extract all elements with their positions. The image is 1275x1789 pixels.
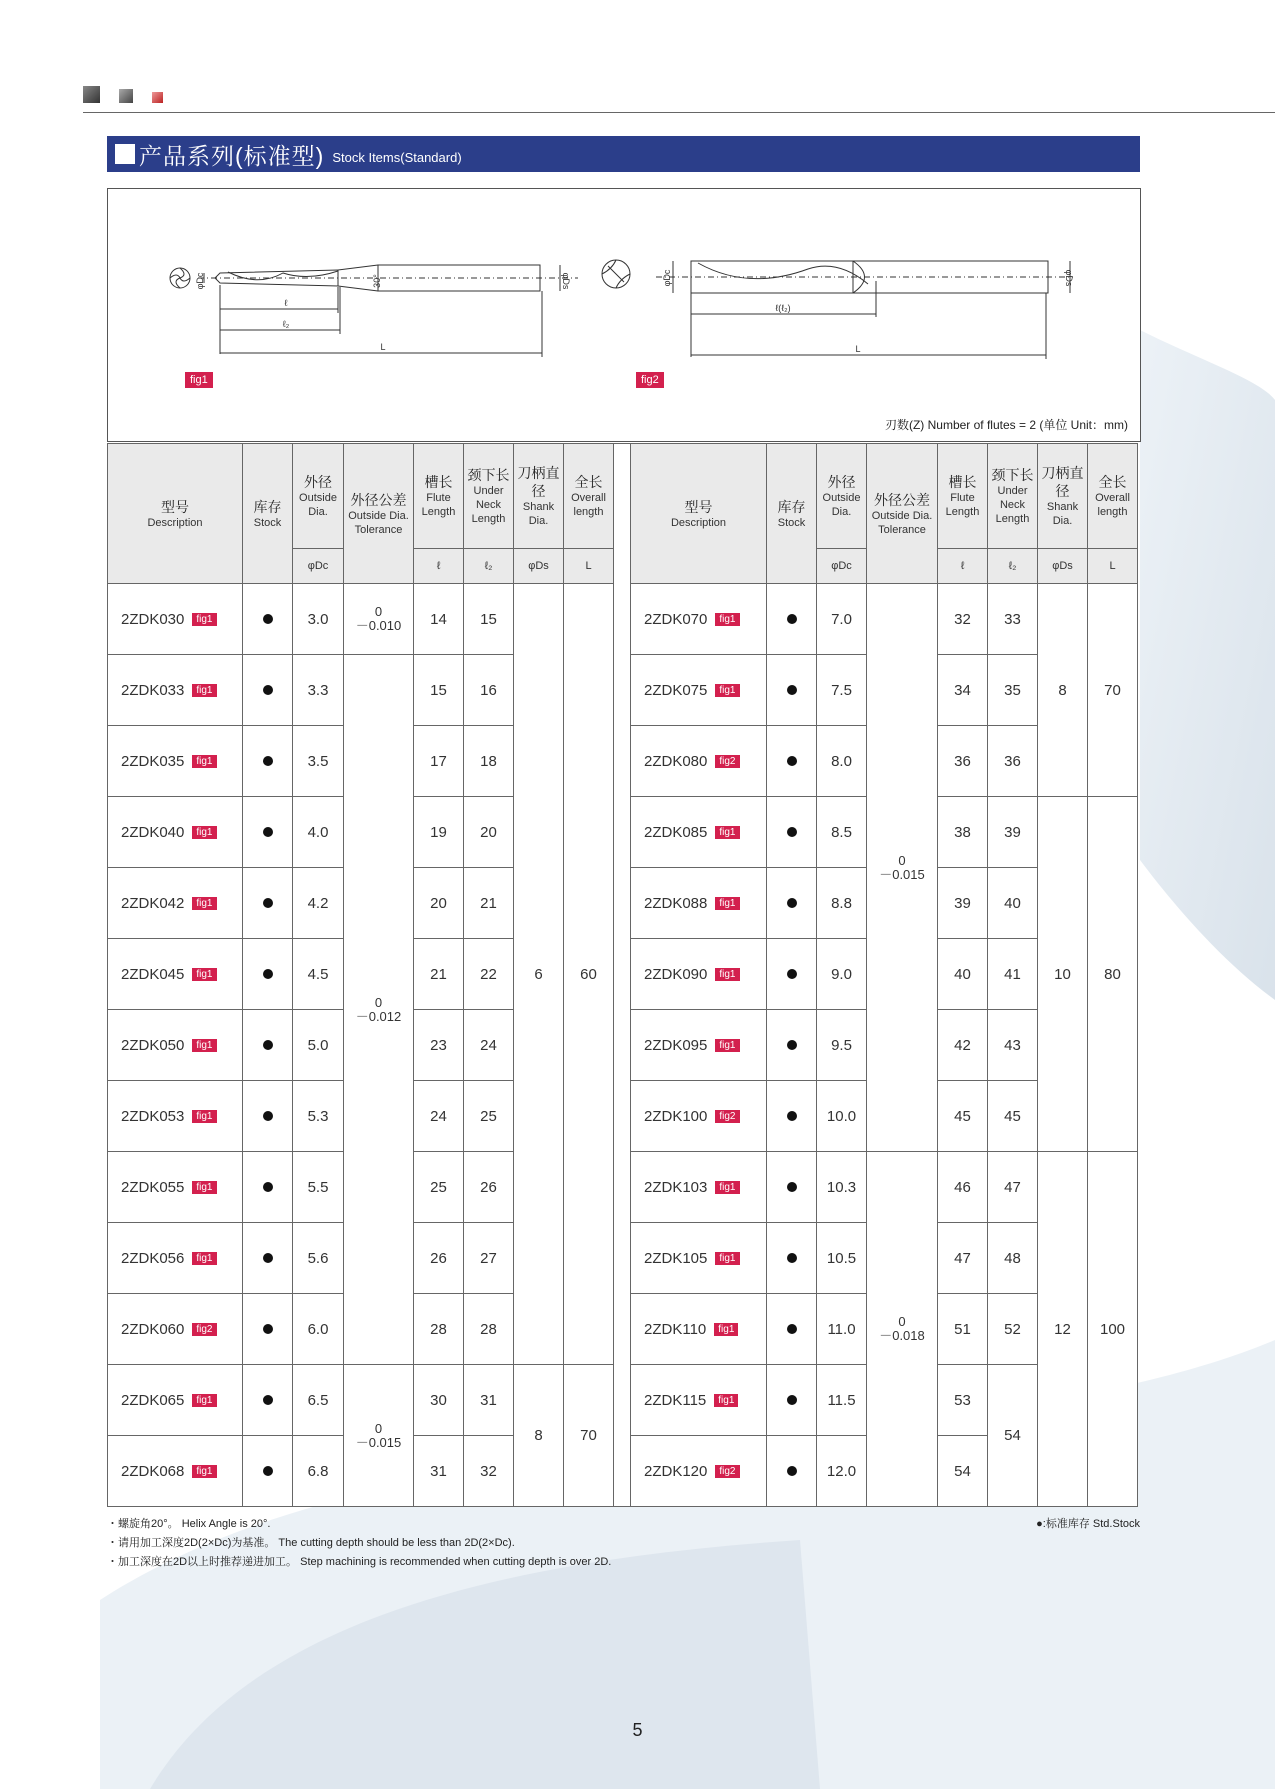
description-cell	[108, 1152, 243, 1223]
outside-dia-cell: 9.5	[817, 1010, 867, 1081]
model-number: 2ZDK088	[644, 894, 708, 912]
neck-length-cell: 15	[464, 584, 514, 655]
tolerance-upper: 0	[374, 994, 383, 1010]
flute-length-cell: 38	[938, 797, 988, 868]
stock-cell	[243, 1010, 293, 1081]
stock-dot-icon	[787, 1395, 797, 1405]
outside-dia-cell: 9.0	[817, 939, 867, 1010]
fig1-L-label: L	[380, 342, 386, 352]
col-shank-dia: 刀柄直径 Shank Dia.	[514, 444, 564, 549]
shank-dia-cell: 10	[1038, 797, 1088, 1152]
stock-cell	[767, 1010, 817, 1081]
fig-tag: fig1	[192, 1465, 216, 1478]
stock-cell	[767, 1294, 817, 1365]
stock-dot-icon	[787, 1111, 797, 1121]
col-shank-dia: 刀柄直径 Shank Dia.	[1038, 444, 1088, 549]
description-cell	[631, 1152, 767, 1223]
model-number: 2ZDK060	[121, 1320, 185, 1338]
fig1-end-view-icon	[170, 268, 190, 288]
description-cell	[631, 726, 767, 797]
symbol-neck: ℓ₂	[464, 549, 514, 584]
outside-dia-cell: 4.2	[293, 868, 344, 939]
model-number: 2ZDK110	[644, 1320, 707, 1338]
col-outside-dia: 外径 Outside Dia.	[293, 444, 344, 549]
col-tolerance: 外径公差 Outside Dia. Tolerance	[867, 444, 938, 584]
stock-cell	[243, 1294, 293, 1365]
footnote: ・螺旋角20°。 Helix Angle is 20°.	[107, 1518, 271, 1530]
model-number: 2ZDK030	[121, 610, 185, 628]
model-number: 2ZDK075	[644, 681, 708, 699]
model-number: 2ZDK090	[644, 965, 708, 983]
stock-dot-icon	[263, 969, 273, 979]
shank-dia-cell: 12	[1038, 1152, 1088, 1507]
neck-length-cell: 21	[464, 868, 514, 939]
description-cell	[108, 868, 243, 939]
stock-cell	[243, 1436, 293, 1507]
flute-length-cell: 19	[414, 797, 464, 868]
model-number: 2ZDK055	[121, 1178, 185, 1196]
tolerance-cell	[344, 1365, 414, 1507]
model-number: 2ZDK100	[644, 1107, 708, 1125]
shank-dia-cell: 6	[514, 584, 564, 1365]
fig2-L-label: L	[855, 344, 861, 354]
symbol-flute: ℓ	[938, 549, 988, 584]
description-cell	[631, 1010, 767, 1081]
outside-dia-cell: 10.0	[817, 1081, 867, 1152]
square-icon	[152, 92, 163, 103]
stock-dot-icon	[787, 898, 797, 908]
overall-length-cell: 100	[1088, 1152, 1138, 1507]
fig2-side-view	[656, 261, 1073, 359]
stock-cell	[767, 1436, 817, 1507]
model-number: 2ZDK042	[121, 894, 185, 912]
fig-tag: fig1	[715, 1039, 739, 1052]
fig-tag: fig2	[192, 1323, 216, 1336]
stock-dot-icon	[263, 1040, 273, 1050]
stock-dot-icon	[263, 898, 273, 908]
model-number: 2ZDK050	[121, 1036, 185, 1054]
model-number: 2ZDK045	[121, 965, 185, 983]
flute-length-cell: 28	[414, 1294, 464, 1365]
stock-items-table	[107, 443, 1138, 1507]
model-number: 2ZDK085	[644, 823, 708, 841]
outside-dia-cell: 5.5	[293, 1152, 344, 1223]
fig-tag: fig1	[192, 755, 216, 768]
neck-length-cell: 41	[988, 939, 1038, 1010]
flute-length-cell: 26	[414, 1223, 464, 1294]
banner-square-icon	[115, 144, 135, 164]
flute-length-cell: 45	[938, 1081, 988, 1152]
outside-dia-cell: 4.0	[293, 797, 344, 868]
stock-cell	[243, 655, 293, 726]
model-number: 2ZDK103	[644, 1178, 708, 1196]
fig1-l-label: ℓ	[284, 298, 288, 308]
symbol-od: φDc	[817, 549, 867, 584]
stock-dot-icon	[787, 1182, 797, 1192]
flute-length-cell: 54	[938, 1436, 988, 1507]
stock-dot-icon	[787, 1253, 797, 1263]
overall-length-cell: 80	[1088, 797, 1138, 1152]
stock-cell	[767, 939, 817, 1010]
model-number: 2ZDK035	[121, 752, 185, 770]
fig-tag: fig1	[715, 826, 739, 839]
flute-length-cell: 36	[938, 726, 988, 797]
col-overall-length: 全长 Overall length	[564, 444, 614, 549]
neck-length-cell: 28	[464, 1294, 514, 1365]
table-gap	[614, 444, 631, 1507]
stock-dot-icon	[787, 1040, 797, 1050]
stock-cell	[243, 1365, 293, 1436]
description-cell	[631, 1294, 767, 1365]
flute-length-cell: 32	[938, 584, 988, 655]
description-cell	[108, 797, 243, 868]
outside-dia-cell: 5.3	[293, 1081, 344, 1152]
model-number: 2ZDK120	[644, 1462, 708, 1480]
outside-dia-cell: 12.0	[817, 1436, 867, 1507]
outside-dia-cell: 6.0	[293, 1294, 344, 1365]
stock-dot-icon	[263, 685, 273, 695]
outside-dia-cell: 5.0	[293, 1010, 344, 1081]
symbol-od: φDc	[293, 549, 344, 584]
overall-length-cell: 70	[1088, 584, 1138, 797]
outside-dia-cell: 11.5	[817, 1365, 867, 1436]
stock-cell	[243, 726, 293, 797]
neck-length-cell: 47	[988, 1152, 1038, 1223]
footnote: ・加工深度在2D以上时推荐递进加工。 Step machining is recommended when cutting depth is over 2D.	[107, 1556, 612, 1568]
neck-length-cell: 20	[464, 797, 514, 868]
tolerance-cell	[867, 1152, 938, 1507]
tolerance-lower: －0.015	[879, 866, 925, 882]
description-cell	[631, 1365, 767, 1436]
tolerance-lower: －0.018	[879, 1328, 925, 1343]
neck-length-cell: 26	[464, 1152, 514, 1223]
footnotes	[107, 1515, 611, 1572]
col-tolerance: 外径公差 Outside Dia. Tolerance	[344, 444, 414, 584]
symbol-shank: φDs	[1038, 549, 1088, 584]
stock-dot-icon	[787, 1324, 797, 1334]
description-cell	[108, 939, 243, 1010]
fig-tag: fig2	[715, 1465, 739, 1478]
stock-dot-icon	[787, 969, 797, 979]
outside-dia-cell: 3.0	[293, 584, 344, 655]
fig-tag: fig1	[192, 1039, 216, 1052]
description-cell	[108, 1294, 243, 1365]
neck-length-cell: 22	[464, 939, 514, 1010]
flute-length-cell: 47	[938, 1223, 988, 1294]
outside-dia-cell: 7.0	[817, 584, 867, 655]
outside-dia-cell: 8.5	[817, 797, 867, 868]
flute-length-cell: 51	[938, 1294, 988, 1365]
outside-dia-cell: 8.8	[817, 868, 867, 939]
fig1-dc-label: φDc	[195, 272, 205, 290]
neck-length-cell: 25	[464, 1081, 514, 1152]
description-cell	[631, 1081, 767, 1152]
shank-dia-cell: 8	[1038, 584, 1088, 797]
stock-dot-icon	[787, 1466, 797, 1476]
stock-dot-icon	[787, 827, 797, 837]
outside-dia-cell: 10.3	[817, 1152, 867, 1223]
col-stock: 库存 Stock	[243, 444, 293, 584]
flute-length-cell: 20	[414, 868, 464, 939]
fig-tag: fig1	[715, 1252, 739, 1265]
fig2-l-label: ℓ(ℓ₂)	[775, 303, 791, 313]
description-cell	[108, 1010, 243, 1081]
model-number: 2ZDK053	[121, 1107, 185, 1125]
neck-length-cell: 48	[988, 1223, 1038, 1294]
stock-cell	[767, 868, 817, 939]
neck-length-cell: 36	[988, 726, 1038, 797]
tolerance-upper: 0	[374, 604, 383, 619]
stock-dot-icon	[787, 685, 797, 695]
tolerance-upper: 0	[898, 852, 906, 868]
flute-length-cell: 17	[414, 726, 464, 797]
stock-dot-icon	[263, 1324, 273, 1334]
square-icon	[83, 86, 100, 103]
stock-cell	[243, 868, 293, 939]
fig-tag: fig1	[192, 613, 216, 626]
header-rule	[83, 112, 1275, 113]
fig-tag: fig1	[192, 826, 216, 839]
flute-length-cell: 23	[414, 1010, 464, 1081]
section-banner	[107, 136, 1140, 172]
stock-dot-icon	[263, 1395, 273, 1405]
symbol-overall: L	[1088, 549, 1138, 584]
fig-tag: fig1	[715, 968, 739, 981]
flute-length-cell: 42	[938, 1010, 988, 1081]
description-cell	[108, 584, 243, 655]
description-cell	[631, 584, 767, 655]
fig-tag: fig1	[715, 684, 739, 697]
square-icon	[119, 89, 133, 103]
flute-length-cell: 24	[414, 1081, 464, 1152]
stock-cell	[767, 1223, 817, 1294]
tool-diagram	[107, 188, 1141, 442]
stock-cell	[767, 1152, 817, 1223]
model-number: 2ZDK095	[644, 1036, 708, 1054]
col-description: 型号 Description	[108, 444, 243, 584]
neck-length-cell: 52	[988, 1294, 1038, 1365]
outside-dia-cell: 5.6	[293, 1223, 344, 1294]
flute-length-cell: 21	[414, 939, 464, 1010]
neck-length-cell: 31	[464, 1365, 514, 1436]
fig-tag: fig1	[192, 684, 216, 697]
outside-dia-cell: 6.8	[293, 1436, 344, 1507]
tolerance-lower: －0.012	[355, 1008, 402, 1024]
flute-length-cell: 53	[938, 1365, 988, 1436]
symbol-overall: L	[564, 549, 614, 584]
stock-cell	[767, 1365, 817, 1436]
fig-tag: fig1	[192, 968, 216, 981]
neck-length-cell: 40	[988, 868, 1038, 939]
description-cell	[108, 1223, 243, 1294]
neck-length-cell: 33	[988, 584, 1038, 655]
model-number: 2ZDK068	[121, 1462, 185, 1480]
tolerance-cell	[344, 655, 414, 1365]
col-neck-length: 颈下长 Under Neck Length	[988, 444, 1038, 549]
header-row	[108, 444, 1138, 549]
stock-dot-icon	[263, 1466, 273, 1476]
description-cell	[631, 939, 767, 1010]
symbol-flute: ℓ	[414, 549, 464, 584]
description-cell	[108, 1436, 243, 1507]
outside-dia-cell: 7.5	[817, 655, 867, 726]
stock-dot-icon	[787, 756, 797, 766]
model-number: 2ZDK070	[644, 610, 708, 628]
outside-dia-cell: 3.3	[293, 655, 344, 726]
flute-length-cell: 30	[414, 1365, 464, 1436]
outside-dia-cell: 4.5	[293, 939, 344, 1010]
stock-cell	[767, 655, 817, 726]
stock-dot-icon	[263, 1111, 273, 1121]
stock-legend: ●:标准库存 Std.Stock	[1036, 1518, 1140, 1530]
fig-tag: fig1	[714, 1323, 738, 1336]
stock-dot-icon	[263, 1253, 273, 1263]
fig-tag: fig1	[192, 1252, 216, 1265]
fig-tag: fig2	[715, 755, 739, 768]
col-outside-dia: 外径 Outside Dia.	[817, 444, 867, 549]
model-number: 2ZDK105	[644, 1249, 708, 1267]
outside-dia-cell: 6.5	[293, 1365, 344, 1436]
fig-tag: fig2	[715, 1110, 739, 1123]
fig2-end-view-icon	[602, 260, 630, 288]
fig-tag: fig1	[715, 897, 739, 910]
flute-length-cell: 15	[414, 655, 464, 726]
overall-length-cell: 70	[564, 1365, 614, 1507]
stock-dot-icon	[263, 756, 273, 766]
fig1-angle-label: 30°	[372, 274, 382, 288]
stock-dot-icon	[787, 614, 797, 624]
description-cell	[108, 726, 243, 797]
neck-length-cell: 45	[988, 1081, 1038, 1152]
col-stock: 库存 Stock	[767, 444, 817, 584]
neck-length-cell: 32	[464, 1436, 514, 1507]
fig1-l2-label: ℓ₂	[282, 319, 290, 329]
description-cell	[631, 797, 767, 868]
tolerance-lower: －0.010	[355, 618, 402, 633]
fig-tag: fig1	[715, 613, 739, 626]
stock-cell	[243, 1223, 293, 1294]
tolerance-cell	[344, 584, 414, 655]
flutes-note: 刃数(Z) Number of flutes = 2 (单位 Unit：mm)	[884, 418, 1128, 432]
description-cell	[108, 1081, 243, 1152]
neck-length-cell: 43	[988, 1010, 1038, 1081]
fig1-side-view	[198, 265, 578, 357]
tolerance-upper: 0	[374, 1420, 383, 1436]
neck-length-cell: 16	[464, 655, 514, 726]
model-number: 2ZDK080	[644, 752, 708, 770]
flute-length-cell: 14	[414, 584, 464, 655]
stock-dot-icon	[263, 1182, 273, 1192]
col-flute-length: 槽长 Flute Length	[414, 444, 464, 549]
stock-dot-icon	[263, 827, 273, 837]
fig1-tag: fig1	[185, 372, 213, 388]
outside-dia-cell: 11.0	[817, 1294, 867, 1365]
shank-dia-cell: 8	[514, 1365, 564, 1507]
fig1-ds-label: φDs	[561, 272, 571, 290]
fig-tag: fig1	[192, 1394, 216, 1407]
fig2-dc-label: φDc	[662, 269, 672, 287]
model-number: 2ZDK115	[644, 1391, 707, 1409]
stock-cell	[243, 1081, 293, 1152]
model-number: 2ZDK040	[121, 823, 185, 841]
fig-tag: fig1	[192, 897, 216, 910]
flute-length-cell: 31	[414, 1436, 464, 1507]
description-cell	[631, 655, 767, 726]
banner-title-cn: 产品系列(标准型)	[139, 142, 325, 169]
stock-cell	[243, 1152, 293, 1223]
neck-length-cell: 18	[464, 726, 514, 797]
banner-title-en: Stock Items(Standard)	[332, 149, 462, 165]
description-cell	[631, 868, 767, 939]
col-description: 型号 Description	[631, 444, 767, 584]
tolerance-upper: 0	[898, 1314, 906, 1329]
stock-cell	[767, 584, 817, 655]
stock-dot-icon	[263, 614, 273, 624]
symbol-shank: φDs	[514, 549, 564, 584]
flute-length-cell: 39	[938, 868, 988, 939]
neck-length-cell: 24	[464, 1010, 514, 1081]
flute-length-cell: 25	[414, 1152, 464, 1223]
stock-cell	[767, 726, 817, 797]
flute-length-cell: 40	[938, 939, 988, 1010]
outside-dia-cell: 10.5	[817, 1223, 867, 1294]
overall-length-cell: 60	[564, 584, 614, 1365]
tolerance-lower: －0.015	[355, 1434, 402, 1450]
fig-tag: fig1	[192, 1110, 216, 1123]
page-number: 5	[632, 1720, 643, 1740]
col-flute-length: 槽长 Flute Length	[938, 444, 988, 549]
neck-length-cell: 35	[988, 655, 1038, 726]
fig-tag: fig1	[715, 1181, 739, 1194]
outside-dia-cell: 8.0	[817, 726, 867, 797]
neck-length-cell: 27	[464, 1223, 514, 1294]
neck-length-cell: 39	[988, 797, 1038, 868]
description-cell	[631, 1223, 767, 1294]
fig2-tag: fig2	[636, 372, 664, 388]
col-neck-length: 颈下长 Under Neck Length	[464, 444, 514, 549]
stock-cell	[767, 1081, 817, 1152]
model-number: 2ZDK033	[121, 681, 185, 699]
stock-cell	[243, 939, 293, 1010]
neck-length-cell: 54	[988, 1365, 1038, 1507]
footnote: ・请用加工深度2D(2×Dc)为基准。 The cutting depth should be less than 2D(2×Dc).	[107, 1537, 515, 1549]
symbol-neck: ℓ₂	[988, 549, 1038, 584]
description-cell	[108, 655, 243, 726]
col-overall-length: 全长 Overall length	[1088, 444, 1138, 549]
stock-cell	[243, 797, 293, 868]
fig-tag: fig1	[192, 1181, 216, 1194]
model-number: 2ZDK065	[121, 1391, 185, 1409]
model-number: 2ZDK056	[121, 1249, 185, 1267]
flute-length-cell: 34	[938, 655, 988, 726]
tolerance-cell	[867, 584, 938, 1152]
stock-cell	[243, 584, 293, 655]
description-cell	[631, 1436, 767, 1507]
stock-cell	[767, 797, 817, 868]
flute-length-cell: 46	[938, 1152, 988, 1223]
fig2-ds-label: φDs	[1064, 269, 1074, 287]
outside-dia-cell: 3.5	[293, 726, 344, 797]
fig-tag: fig1	[714, 1394, 738, 1407]
drill-drawings	[108, 189, 1140, 441]
description-cell	[108, 1365, 243, 1436]
